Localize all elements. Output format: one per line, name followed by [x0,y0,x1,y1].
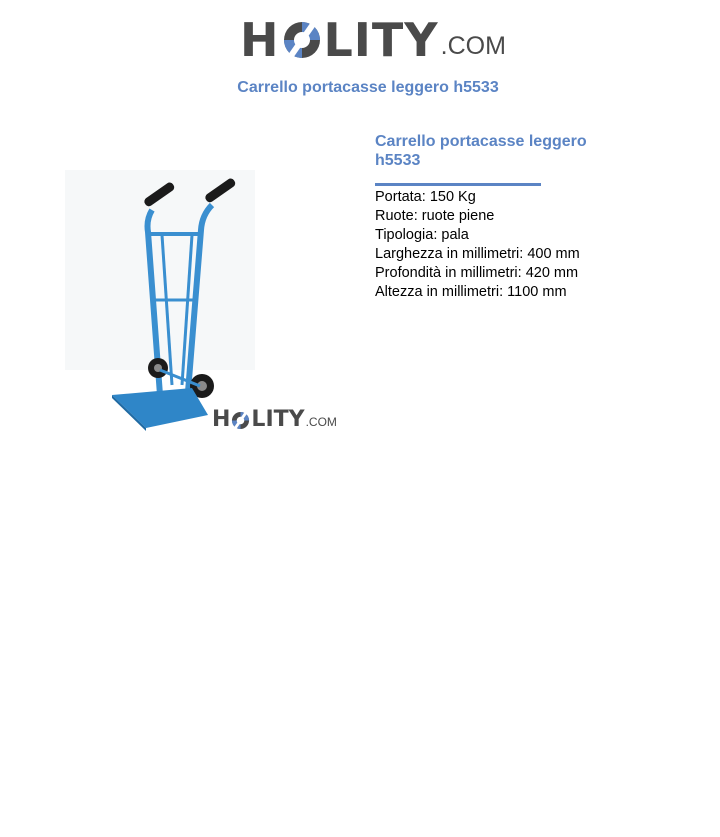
spec-row: Tipologia: pala [375,227,469,243]
spec-label: Altezza in millimetri [375,284,500,300]
logo-text-left: H [240,13,280,67]
brand-logo[interactable] [240,14,506,66]
spec-label: Larghezza in millimetri [375,246,520,262]
title-divider [375,183,541,186]
watermark-text-left: H [212,407,231,432]
holity-o-icon [282,20,322,60]
holity-o-icon [231,411,250,430]
spec-value: 1100 mm [507,284,567,300]
spec-row: Altezza in millimetri: 1100 mm [375,284,567,300]
watermark-suffix: .COM [305,415,337,429]
spec-row: Profondità in millimetri: 420 mm [375,265,579,281]
product-title: Carrello portacasse leggero h5533 [375,133,587,169]
spec-value: pala [441,227,469,243]
watermark-logo [212,407,337,433]
page-title: Carrello portacasse leggero h5533 [237,79,499,96]
spec-label: Profondità in millimetri [375,265,518,281]
product-details [375,132,615,302]
hand-truck-image [60,160,340,440]
logo-text-right: LITY [323,13,439,67]
spec-label: Ruote [375,208,414,224]
spec-value: ruote piene [421,208,495,224]
watermark-text-right: LITY [251,407,305,432]
spec-row: Larghezza in millimetri: 400 mm [375,246,580,262]
spec-row: Ruote: ruote piene [375,208,495,224]
spec-value: 420 mm [525,265,579,281]
spec-label: Tipologia [375,227,434,243]
spec-value: 400 mm [527,246,580,262]
spec-value: 150 Kg [429,189,476,205]
spec-list [375,188,615,302]
spec-row: Portata: 150 Kg [375,189,476,205]
logo-suffix: .COM [440,32,506,60]
spec-label: Portata [375,189,422,205]
logo-wordmark [240,14,439,66]
